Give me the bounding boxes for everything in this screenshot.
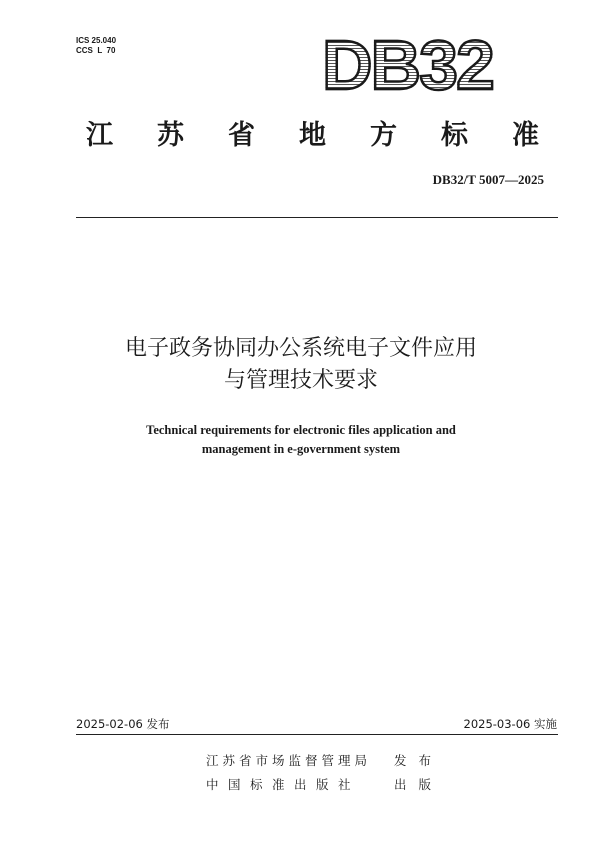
bottom-divider (76, 734, 558, 735)
db32-logo: DB32 (322, 26, 493, 104)
publishing-house: 中国标准出版社 (206, 777, 361, 792)
ccs-code: CCS L 70 (76, 46, 116, 55)
title-en-line1: Technical requirements for electronic files application and (146, 423, 456, 437)
issue-date: 2025-02-06 发布 (76, 717, 170, 731)
title-cn-line2: 与管理技术要求 (223, 368, 378, 393)
issuing-authority: 江苏省市场监督管理局 (206, 753, 372, 768)
publishing-action: 出版 (394, 777, 444, 792)
issuing-action: 发布 (394, 753, 444, 768)
top-divider (76, 217, 558, 218)
implementation-date: 2025-03-06 实施 (463, 717, 557, 731)
title-cn-line1: 电子政务协同办公系统电子文件应用 (124, 336, 477, 361)
standard-number: DB32/T 5007—2025 (432, 172, 544, 187)
ics-code: ICS 25.040 (76, 36, 117, 45)
title-en-line2: management in e-government system (201, 442, 401, 456)
classification-codes (76, 36, 116, 56)
standard-type-heading: 江苏省地方标准 (86, 120, 583, 151)
